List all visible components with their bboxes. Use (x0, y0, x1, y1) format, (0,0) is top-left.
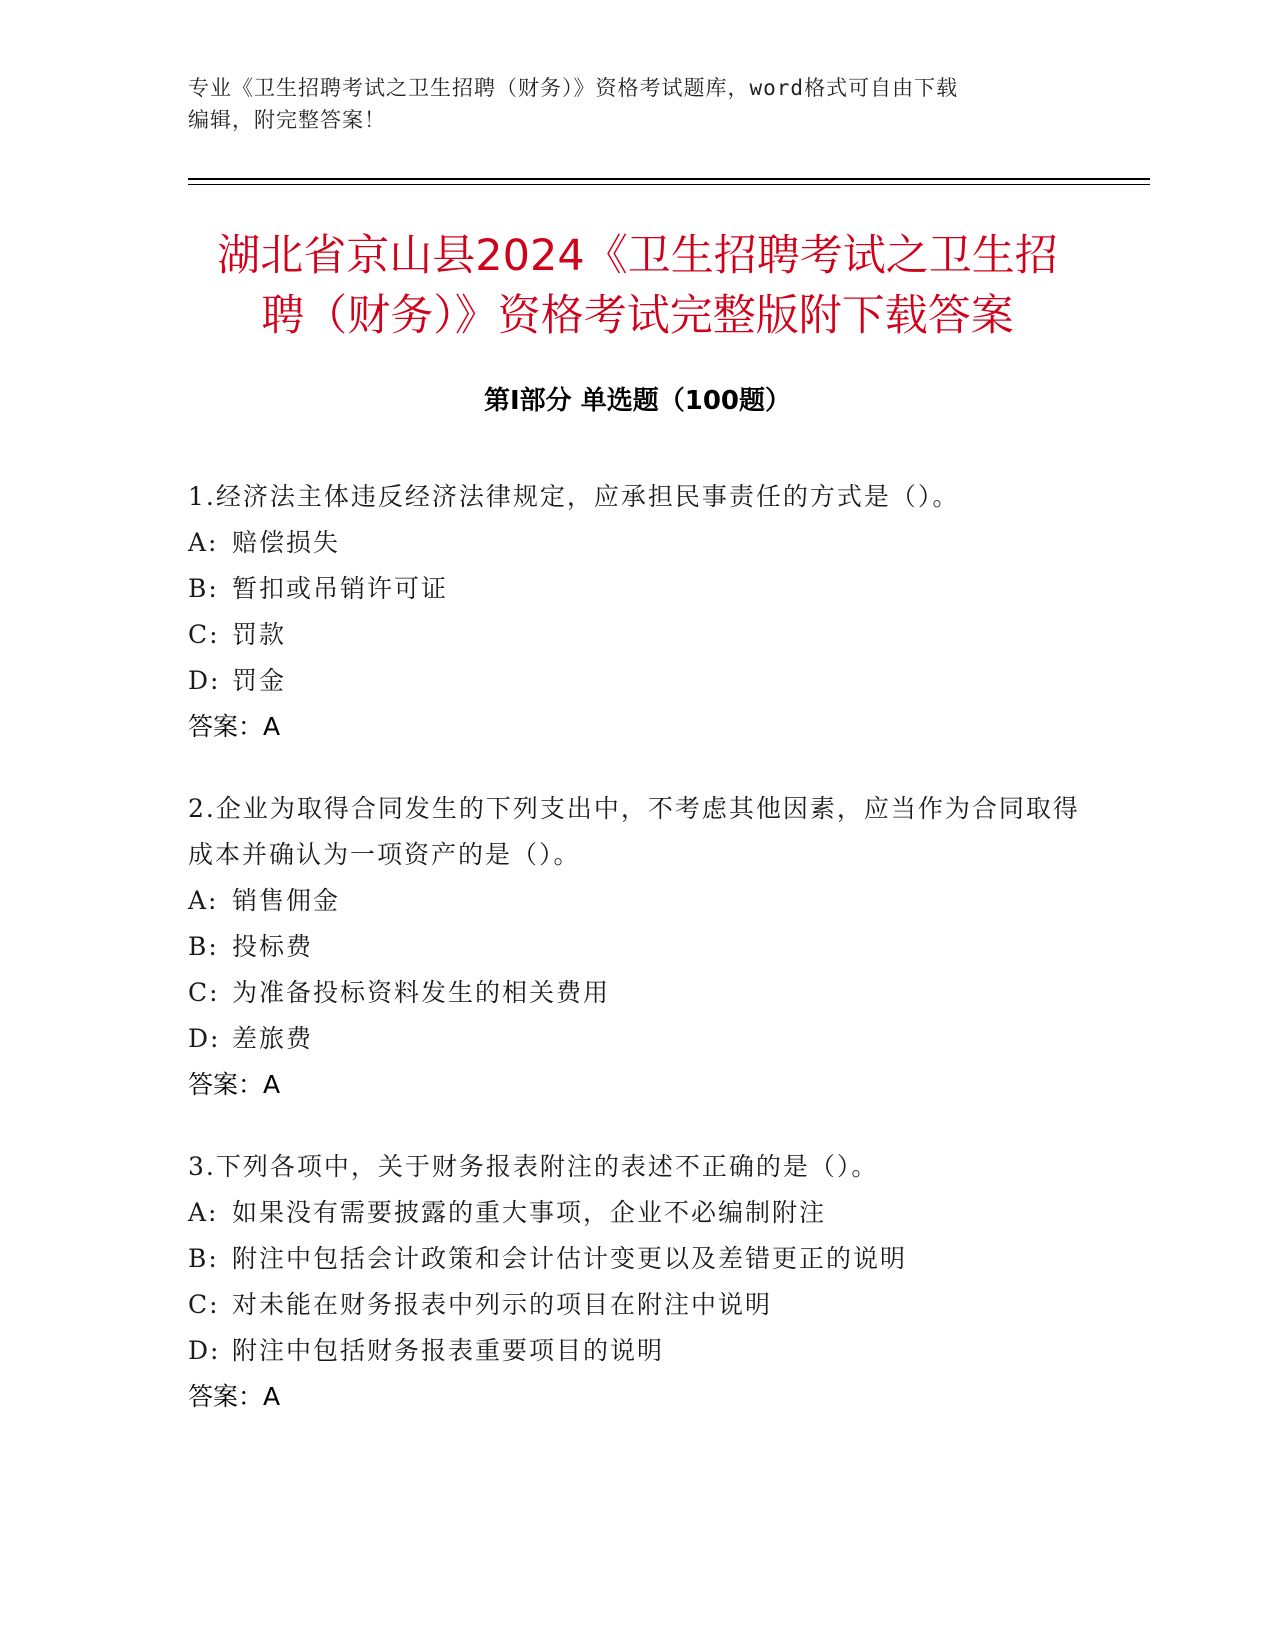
section-heading: 第Ⅰ部分 单选题（100题） (484, 386, 791, 416)
question-2 (188, 786, 1088, 1108)
option-d (188, 1016, 1088, 1062)
question-stem: 3.下列各项中，关于财务报表附注的表述不正确的是（）。 (188, 1152, 879, 1181)
option-key: B: (188, 574, 219, 603)
option-c (188, 970, 1088, 1016)
header-divider-thick (188, 178, 1150, 180)
option-d (188, 658, 1088, 704)
option-text: 差旅费 (232, 1024, 314, 1053)
option-a (188, 878, 1088, 924)
answer-line: 答案：A (188, 1070, 281, 1099)
option-key: B: (188, 1244, 219, 1273)
option-key: A: (188, 1198, 219, 1227)
option-key: A: (188, 886, 219, 915)
option-key: D: (188, 1024, 221, 1053)
option-a (188, 1190, 1088, 1236)
question-list (188, 474, 1088, 1456)
option-text: 为准备投标资料发生的相关费用 (232, 978, 611, 1007)
option-text: 暂扣或吊销许可证 (232, 574, 449, 603)
document-title-line1: 湖北省京山县2024《卫生招聘考试之卫生招 (217, 231, 1058, 281)
header-note-line1: 专业《卫生招聘考试之卫生招聘（财务）》资格考试题库，word格式可自由下载 (188, 76, 959, 100)
header-note (188, 72, 1068, 136)
option-c (188, 1282, 1088, 1328)
option-d (188, 1328, 1088, 1374)
answer-line: 答案：A (188, 1382, 281, 1411)
option-b (188, 566, 1088, 612)
header-divider-thin (188, 184, 1150, 185)
option-b (188, 1236, 1088, 1282)
option-key: A: (188, 528, 219, 557)
option-key: C: (188, 620, 220, 649)
option-c (188, 612, 1088, 658)
option-key: D: (188, 1336, 221, 1365)
option-text: 投标费 (232, 932, 314, 961)
option-key: C: (188, 1290, 220, 1319)
question-3 (188, 1144, 1088, 1420)
option-key: C: (188, 978, 220, 1007)
option-text: 附注中包括会计政策和会计估计变更以及差错更正的说明 (232, 1244, 908, 1273)
document-title (150, 226, 1125, 346)
answer-line: 答案：A (188, 712, 281, 741)
document-title-line2: 聘（财务）》资格考试完整版附下载答案 (261, 291, 1014, 341)
option-key: D: (188, 666, 221, 695)
header-note-line2: 编辑，附完整答案！ (188, 108, 386, 132)
option-text: 销售佣金 (232, 886, 341, 915)
question-1 (188, 474, 1088, 750)
question-stem: 1.经济法主体违反经济法律规定，应承担民事责任的方式是（）。 (188, 482, 960, 511)
option-text: 罚金 (232, 666, 287, 695)
option-a (188, 520, 1088, 566)
option-text: 如果没有需要披露的重大事项，企业不必编制附注 (232, 1198, 827, 1227)
option-text: 附注中包括财务报表重要项目的说明 (232, 1336, 665, 1365)
option-b (188, 924, 1088, 970)
option-text: 对未能在财务报表中列示的项目在附注中说明 (232, 1290, 773, 1319)
question-stem: 2.企业为取得合同发生的下列支出中，不考虑其他因素，应当作为合同取得成本并确认为一项资产的是（）。 (188, 794, 1080, 869)
option-text: 罚款 (232, 620, 287, 649)
option-text: 赔偿损失 (232, 528, 341, 557)
option-key: B: (188, 932, 219, 961)
